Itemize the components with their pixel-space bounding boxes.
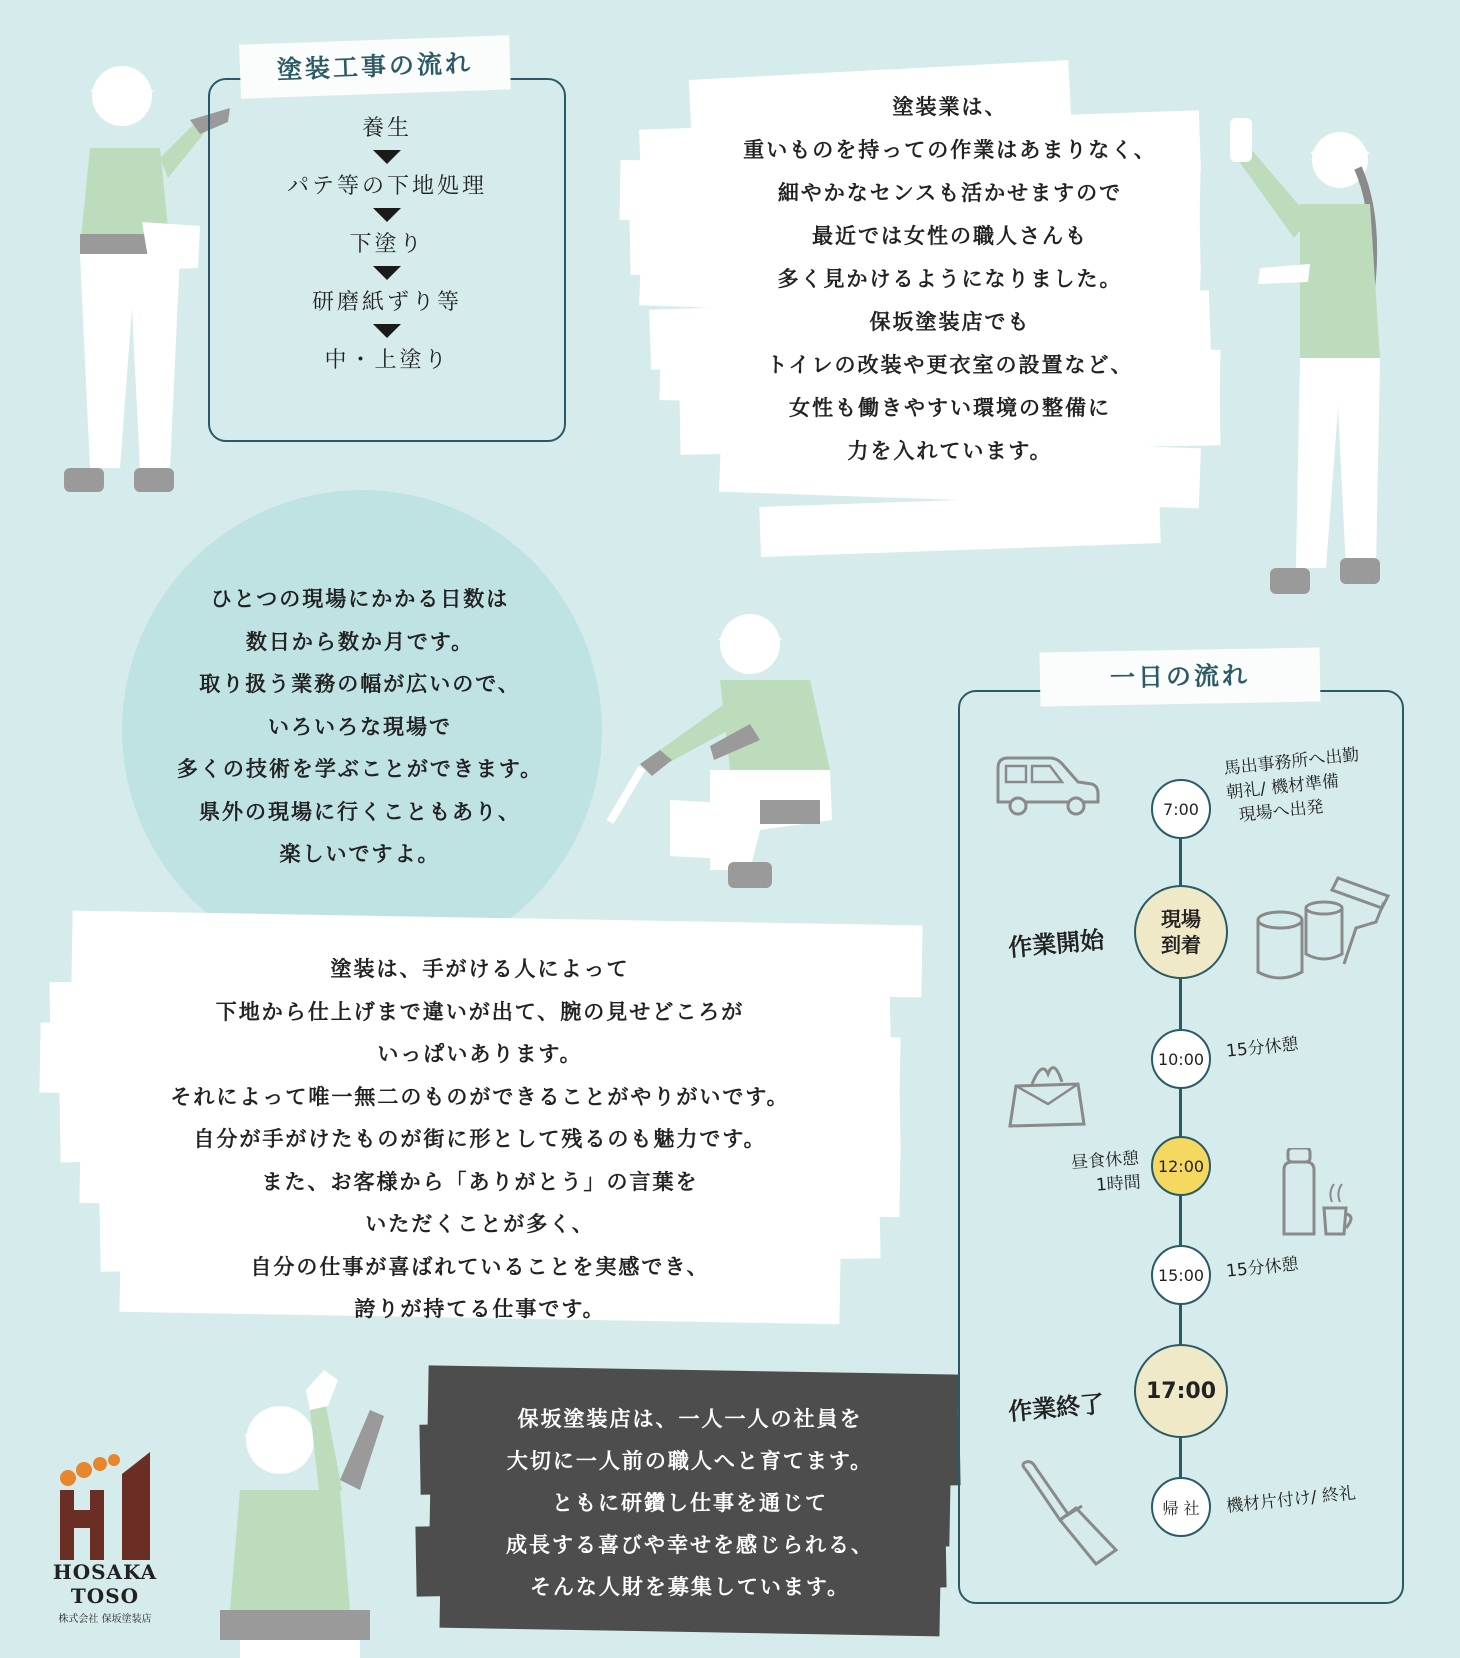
work-end-label: 作業終了	[1007, 1389, 1106, 1427]
brush-icon	[1016, 1460, 1126, 1570]
logo-line-1: HOSAKA	[52, 1560, 158, 1584]
workdays-text: ひとつの現場にかかる日数は 数日から数か月です。 取り扱う業務の幅が広いので、 いろいろな現場で 多くの技術を学ぶことができます。 県外の現場に行くこともあり、 楽しいですよ。	[176, 587, 544, 866]
lunch-bundle-icon	[1002, 1054, 1092, 1134]
intro-text: 塗装業は、 重いものを持っての作業はあまりなく、 細やかなセンスも活かせますので 最近では女性の職人さんも 多く見かけるようになりました。 保坂塗装店でも トイレの改装や更衣室の設置など、 女性も働きやすい環境の整備に 力を入れています。	[743, 95, 1157, 463]
time-1500-note: 15分休憩	[1225, 1254, 1300, 1282]
flow-step-1: 養生	[361, 116, 412, 141]
down-arrow-icon	[373, 266, 401, 280]
crouching-worker-illustration	[600, 600, 860, 900]
flow-step-3: 下塗り	[349, 232, 425, 257]
company-logo	[30, 1450, 180, 1630]
time-1200-note: 昼食休憩 1時間	[1070, 1148, 1142, 1196]
recruit-text: 保坂塗装店は、一人一人の社員を 大切に一人前の職人へと育てます。 ともに研鑽し仕事を通じて 成長する喜びや幸せを感じられる、 そんな人財を募集しています。	[506, 1407, 874, 1599]
time-1200: 12:00	[1151, 1136, 1211, 1196]
time-0700: 7:00	[1151, 779, 1211, 839]
return-note: 機材片付け/ 終礼	[1225, 1483, 1357, 1517]
daily-flow-title: 一日の流れ	[1040, 648, 1321, 707]
work-start-label: 作業開始	[1007, 925, 1106, 963]
logo-line-2: TOSO	[70, 1584, 140, 1608]
paint-can-roller-icon	[1252, 868, 1396, 988]
construction-flow-steps	[208, 112, 566, 378]
time-1500: 15:00	[1151, 1245, 1211, 1305]
flow-step-5: 中・上塗り	[324, 348, 450, 373]
time-1000: 10:00	[1151, 1029, 1211, 1089]
site-arrival: 現場 到着	[1134, 885, 1228, 979]
construction-flow-title: 塗装工事の流れ	[239, 35, 511, 98]
down-arrow-icon	[373, 324, 401, 338]
craft-text: 塗装は、手がける人によって 下地から仕上げまで違いが出て、腕の見せどころが いっぱいあります。 それによって唯一無二のものができることがやりがいです。 自分が手がけたものが街に形として残るのも魅力です。 また、お客様から「ありがとう」の言葉を いただくことが多く、 自分の仕事が喜ばれていることを実感でき、 誇りが持てる仕事です。	[170, 957, 790, 1321]
down-arrow-icon	[373, 208, 401, 222]
female-worker-illustration	[1230, 108, 1410, 598]
cheering-worker-illustration	[220, 1370, 420, 1658]
car-icon	[992, 752, 1102, 822]
worker-pointing-illustration	[50, 48, 230, 508]
logo-mark-icon	[30, 1450, 180, 1560]
flow-step-2: パテ等の下地処理	[286, 174, 487, 199]
return-to-office: 帰 社	[1151, 1477, 1211, 1537]
flow-step-4: 研磨紙ずり等	[311, 290, 462, 315]
time-0700-note: 馬出事務所へ出勤 朝礼/ 機材準備 現場へ出発	[1222, 745, 1361, 826]
logo-company-name: 株式会社 保坂塗装店	[58, 1614, 152, 1625]
thermos-cup-icon	[1280, 1148, 1360, 1240]
down-arrow-icon	[373, 150, 401, 164]
time-1700: 17:00	[1134, 1344, 1228, 1438]
time-1000-note: 15分休憩	[1225, 1034, 1300, 1062]
